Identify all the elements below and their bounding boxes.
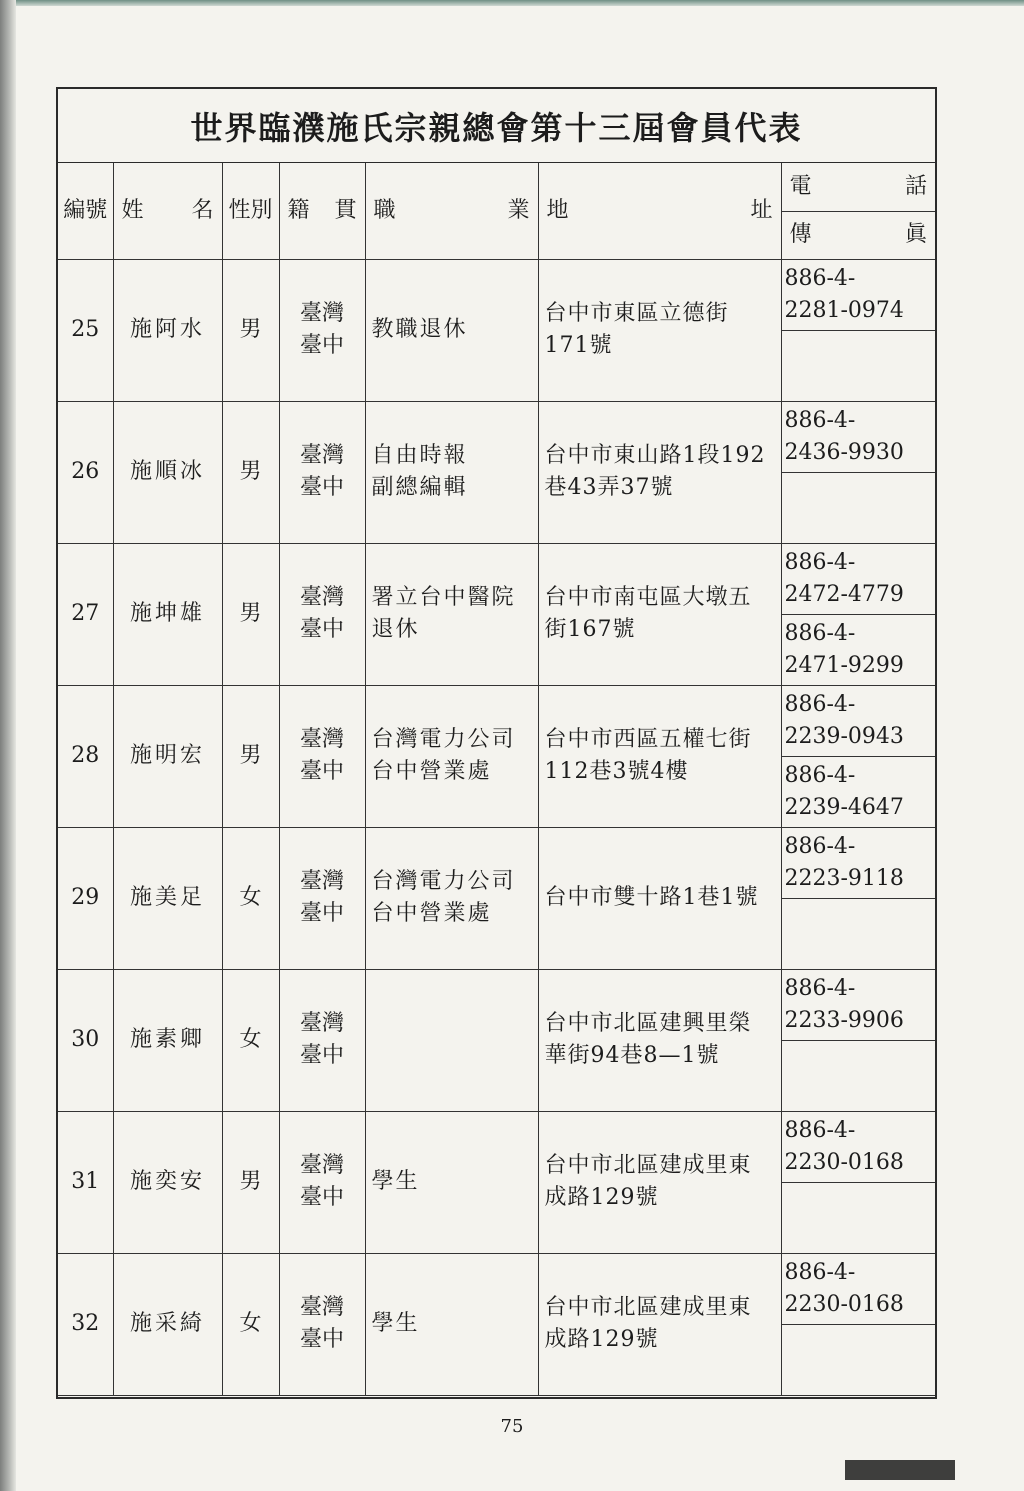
table-row <box>58 1111 935 1182</box>
member-fax <box>781 1182 935 1253</box>
member-sex: 男 <box>222 685 279 827</box>
member-name: 施素卿 <box>113 969 222 1111</box>
member-no: 29 <box>58 827 113 969</box>
table-row <box>58 969 935 1040</box>
member-fax <box>781 472 935 543</box>
member-sex: 女 <box>222 827 279 969</box>
member-phone: 886-4- 2472-4779 <box>781 543 935 614</box>
member-origin: 臺灣 臺中 <box>279 401 365 543</box>
document-title: 世界臨濮施氏宗親總會第十三屆會員代表 <box>58 89 935 163</box>
member-sex: 男 <box>222 1111 279 1253</box>
member-address: 台中市西區五權七街 112巷3號4樓 <box>538 685 781 827</box>
page-top-edge <box>0 0 1024 6</box>
member-fax <box>781 898 935 969</box>
header-fax: 傳 眞 <box>781 211 935 259</box>
member-no: 27 <box>58 543 113 685</box>
member-job: 台灣電力公司 台中營業處 <box>365 685 538 827</box>
scan-corner-mark <box>845 1460 955 1480</box>
member-origin: 臺灣 臺中 <box>279 1111 365 1253</box>
member-origin: 臺灣 臺中 <box>279 1253 365 1395</box>
header-job: 職 業 <box>365 163 538 259</box>
table-row <box>58 1253 935 1324</box>
table-row <box>58 401 935 472</box>
book-spine-shadow <box>0 0 16 1491</box>
table-row <box>58 543 935 614</box>
member-no: 32 <box>58 1253 113 1395</box>
member-job: 台灣電力公司 台中營業處 <box>365 827 538 969</box>
member-name: 施阿水 <box>113 259 222 401</box>
member-phone: 886-4- 2281-0974 <box>781 259 935 330</box>
member-name: 施坤雄 <box>113 543 222 685</box>
member-job: 署立台中醫院 退休 <box>365 543 538 685</box>
member-name: 施采綺 <box>113 1253 222 1395</box>
member-sex: 男 <box>222 259 279 401</box>
member-origin: 臺灣 臺中 <box>279 827 365 969</box>
member-phone: 886-4- 2239-0943 <box>781 685 935 756</box>
member-phone: 886-4- 2233-9906 <box>781 969 935 1040</box>
member-name: 施順冰 <box>113 401 222 543</box>
table-row <box>58 259 935 330</box>
member-address: 台中市雙十路1巷1號 <box>538 827 781 969</box>
table-row <box>58 827 935 898</box>
member-fax: 886-4- 2471-9299 <box>781 614 935 685</box>
member-no: 30 <box>58 969 113 1111</box>
member-sex: 男 <box>222 401 279 543</box>
member-job: 學生 <box>365 1253 538 1395</box>
member-name: 施美足 <box>113 827 222 969</box>
header-origin: 籍 貫 <box>279 163 365 259</box>
member-no: 25 <box>58 259 113 401</box>
header-name: 姓 名 <box>113 163 222 259</box>
member-fax <box>781 330 935 401</box>
member-job: 自由時報 副總編輯 <box>365 401 538 543</box>
member-name: 施明宏 <box>113 685 222 827</box>
member-sex: 女 <box>222 1253 279 1395</box>
member-job: 學生 <box>365 1111 538 1253</box>
header-phone: 電 話 <box>781 163 935 211</box>
member-address: 台中市東山路1段192 巷43弄37號 <box>538 401 781 543</box>
member-table <box>58 163 935 1396</box>
member-sex: 女 <box>222 969 279 1111</box>
member-no: 26 <box>58 401 113 543</box>
table-row <box>58 685 935 756</box>
member-phone: 886-4- 2223-9118 <box>781 827 935 898</box>
member-origin: 臺灣 臺中 <box>279 259 365 401</box>
member-phone: 886-4- 2230-0168 <box>781 1253 935 1324</box>
member-table-frame <box>56 87 937 1399</box>
member-address: 台中市北區建成里東 成路129號 <box>538 1253 781 1395</box>
header-no: 編號 <box>58 163 113 259</box>
member-phone: 886-4- 2230-0168 <box>781 1111 935 1182</box>
member-no: 28 <box>58 685 113 827</box>
member-address: 台中市南屯區大墩五 街167號 <box>538 543 781 685</box>
member-no: 31 <box>58 1111 113 1253</box>
member-fax <box>781 1324 935 1395</box>
member-phone: 886-4- 2436-9930 <box>781 401 935 472</box>
member-address: 台中市北區建興里榮 華街94巷8—1號 <box>538 969 781 1111</box>
member-fax: 886-4- 2239-4647 <box>781 756 935 827</box>
member-sex: 男 <box>222 543 279 685</box>
member-name: 施奕安 <box>113 1111 222 1253</box>
page-number: 75 <box>500 1416 524 1437</box>
member-origin: 臺灣 臺中 <box>279 969 365 1111</box>
header-address: 地 址 <box>538 163 781 259</box>
member-job: 教職退休 <box>365 259 538 401</box>
header-sex: 性別 <box>222 163 279 259</box>
member-origin: 臺灣 臺中 <box>279 685 365 827</box>
member-origin: 臺灣 臺中 <box>279 543 365 685</box>
member-address: 台中市東區立德街 171號 <box>538 259 781 401</box>
member-job <box>365 969 538 1111</box>
member-fax <box>781 1040 935 1111</box>
member-address: 台中市北區建成里東 成路129號 <box>538 1111 781 1253</box>
